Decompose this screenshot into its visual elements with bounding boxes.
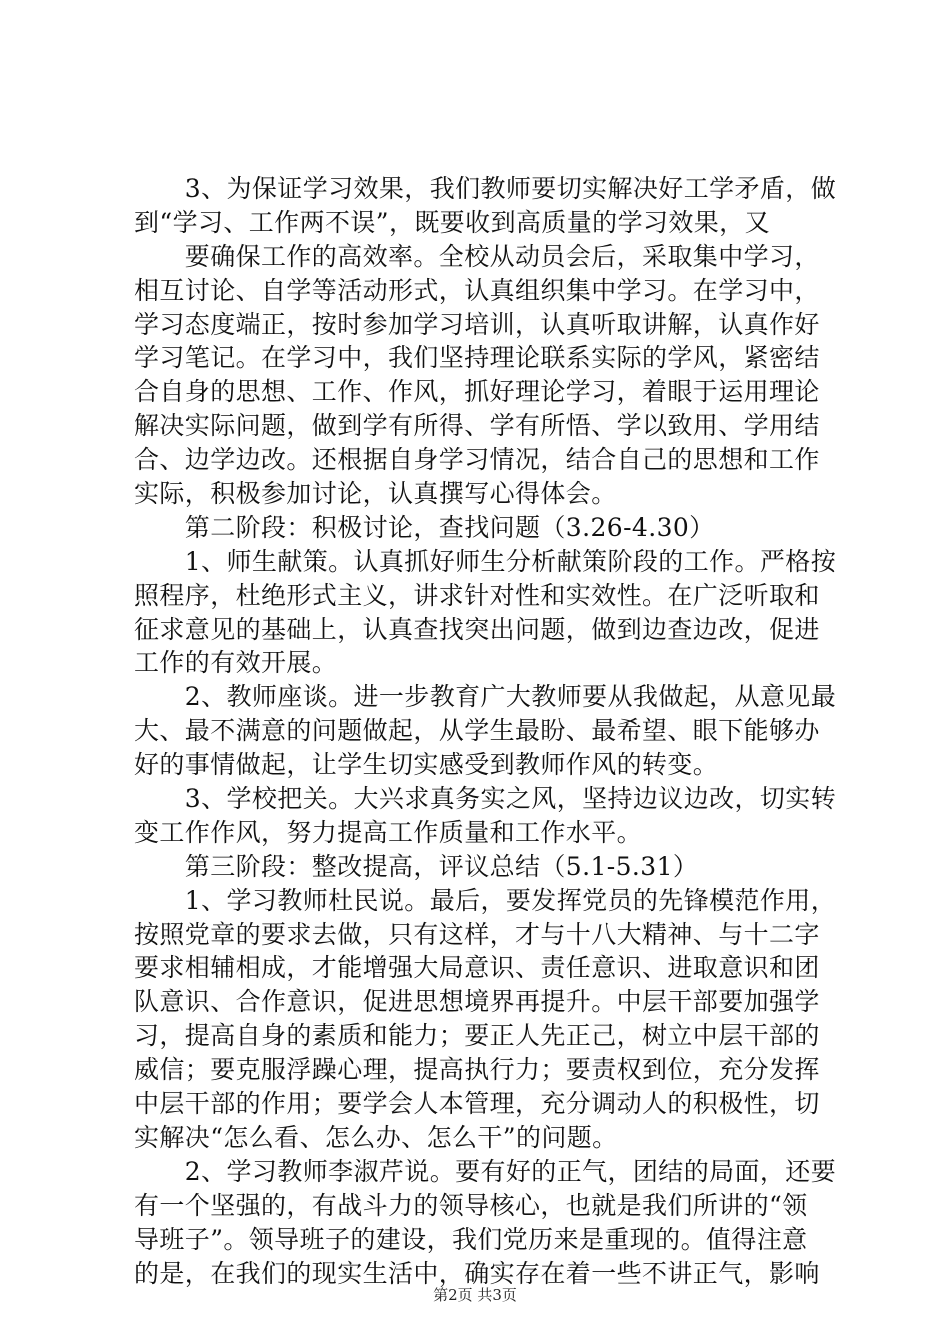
text-line: 实际，积极参加讨论，认真撰写心得体会。 (134, 479, 617, 509)
section-heading: 第三阶段：整改提高，评议总结（5.1-5.31） (134, 851, 699, 881)
text-line: 征求意见的基础上，认真查找突出问题，做到边查边改，促进 (134, 614, 820, 644)
text-line: 工作的有效开展。 (134, 648, 338, 678)
text-line: 到“学习、工作两不误”，既要收到高质量的学习效果，又 (134, 207, 770, 237)
text-line: 中层干部的作用；要学会人本管理，充分调动人的积极性，切 (134, 1089, 820, 1119)
text-line: 按照党章的要求去做，只有这样，才与十八大精神、与十二字 (134, 919, 820, 949)
page-number-footer: 第2页 共3页 (433, 1286, 517, 1304)
text-line: 学习笔记。在学习中，我们坚持理论联系实际的学风，紧密结 (134, 343, 820, 373)
text-line: 学习态度端正，按时参加学习培训，认真听取讲解，认真作好 (134, 309, 820, 339)
text-line: 好的事情做起，让学生切实感受到教师作风的转变。 (134, 750, 719, 780)
text-line: 1、学习教师杜民说。最后，要发挥党员的先锋模范作用， (134, 885, 837, 915)
text-line: 1、师生献策。认真抓好师生分析献策阶段的工作。严格按 (134, 546, 837, 576)
section-heading: 第二阶段：积极讨论，查找问题（3.26-4.30） (134, 512, 715, 542)
text-line: 变工作作风，努力提高工作质量和工作水平。 (134, 817, 643, 847)
text-line: 导班子”。领导班子的建设，我们党历来是重现的。值得注意 (134, 1224, 808, 1254)
text-line: 3、为保证学习效果，我们教师要切实解决好工学矛盾，做 (134, 174, 837, 203)
text-line: 3、学校把关。大兴求真务实之风，坚持边议边改，切实转 (134, 784, 837, 814)
text-line: 2、学习教师李淑芹说。要有好的正气，团结的局面，还要 (134, 1156, 837, 1186)
text-line: 的是，在我们的现实生活中，确实存在着一些不讲正气，影响 (134, 1258, 820, 1288)
text-line: 要求相辅相成，才能增强大局意识、责任意识、进取意识和团 (134, 953, 820, 983)
text-line: 大、最不满意的问题做起，从学生最盼、最希望、眼下能够办 (134, 716, 820, 746)
text-line: 实解决“怎么看、怎么办、怎么干”的问题。 (134, 1122, 618, 1152)
text-line: 2、教师座谈。进一步教育广大教师要从我做起，从意见最 (134, 682, 837, 712)
text-line: 相互讨论、自学等活动形式，认真组织集中学习。在学习中， (134, 275, 820, 305)
text-line: 要确保工作的高效率。全校从动员会后，采取集中学习， (134, 241, 820, 271)
text-line: 合、边学边改。还根据自身学习情况，结合自己的思想和工作 (134, 445, 820, 475)
text-line: 合自身的思想、工作、作风，抓好理论学习，着眼于运用理论 (134, 377, 820, 407)
text-line: 解决实际问题，做到学有所得、学有所悟、学以致用、学用结 (134, 411, 820, 441)
text-line: 有一个坚强的，有战斗力的领导核心，也就是我们所讲的“领 (134, 1190, 808, 1220)
body-text (134, 172, 837, 1290)
text-line: 照程序，杜绝形式主义，讲求针对性和实效性。在广泛听取和 (134, 580, 820, 610)
text-line: 威信；要克服浮躁心理，提高执行力；要责权到位，充分发挥 (134, 1055, 820, 1085)
text-line: 队意识、合作意识，促进思想境界再提升。中层干部要加强学 (134, 987, 820, 1017)
text-line: 习，提高自身的素质和能力；要正人先正己，树立中层干部的 (134, 1021, 820, 1051)
